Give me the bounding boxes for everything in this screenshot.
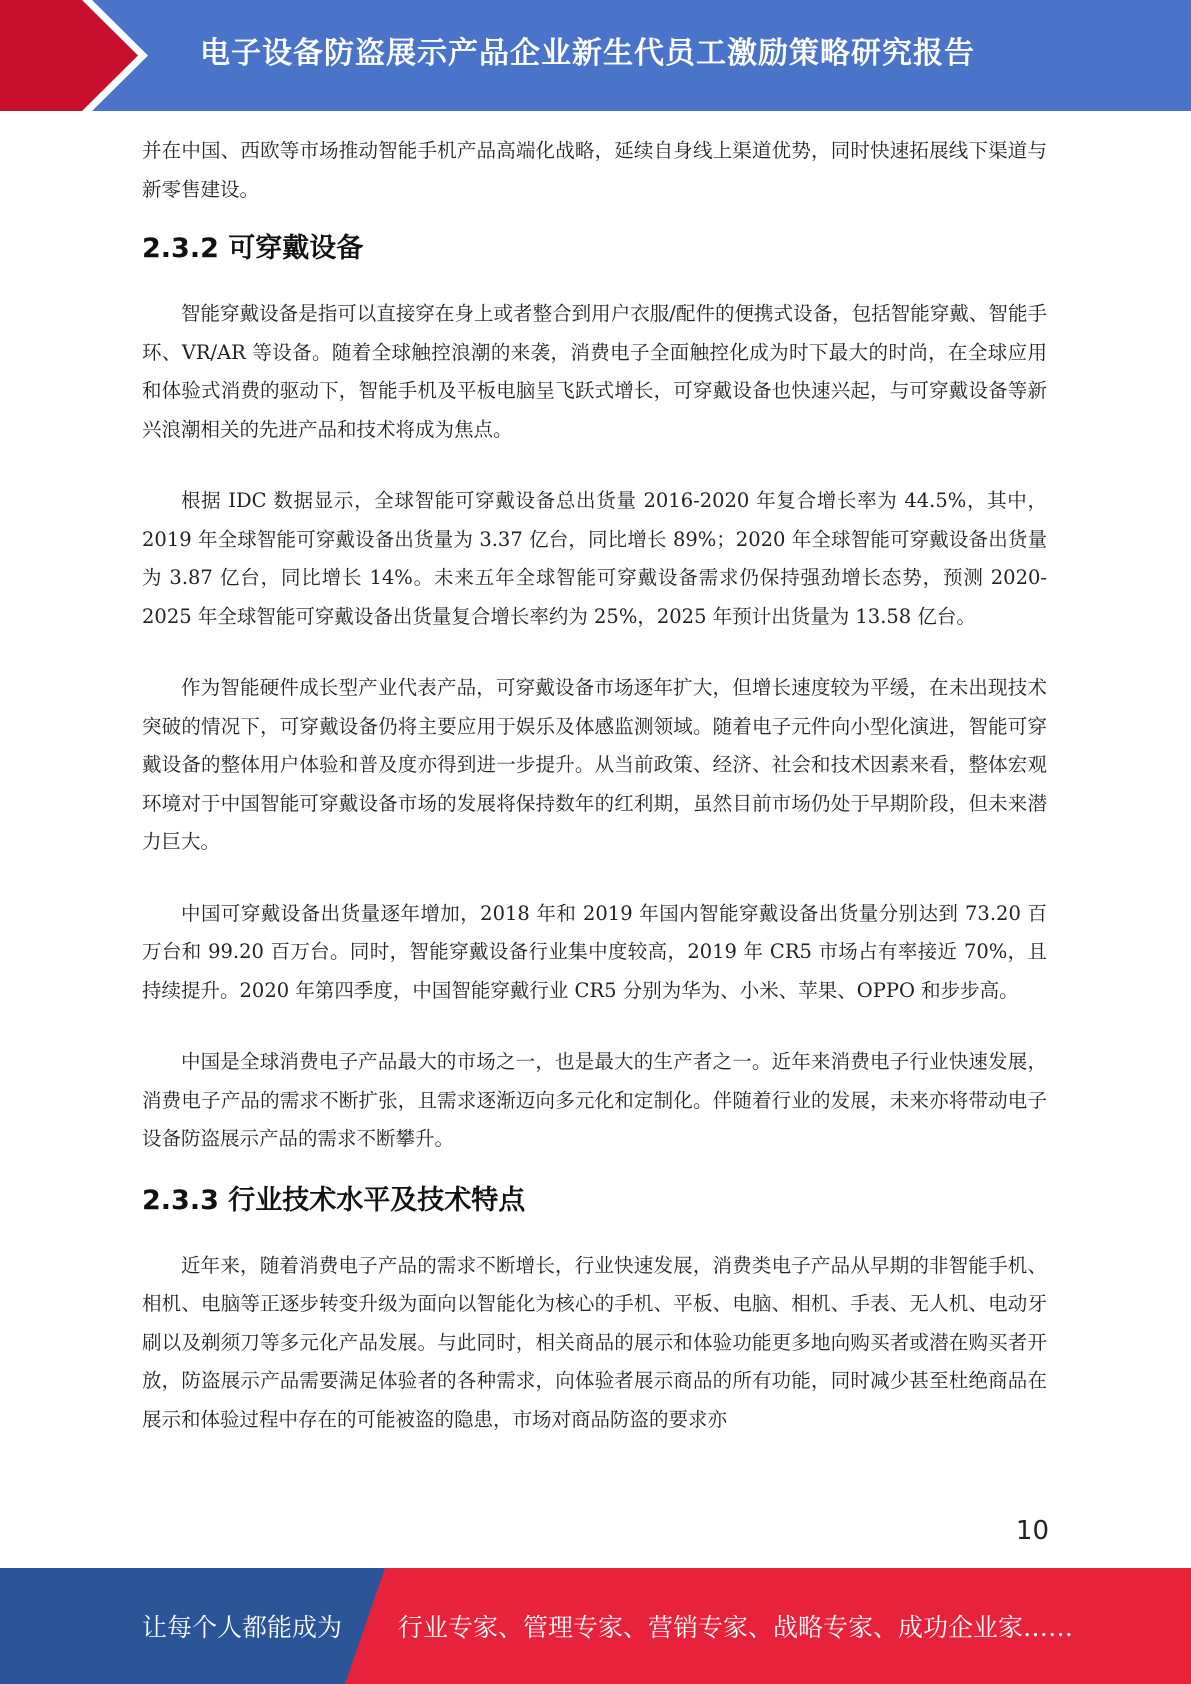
paragraph-market-growth: 作为智能硬件成长型产业代表产品，可穿戴设备市场逐年扩大，但增长速度较为平缓，在未出现技术突破的情况下，可穿戴设备仍将主要应用于娱乐及体感监测领域。随着电子元件向小型化演进，智能可穿戴设备的整体用户体验和普及度亦得到进一步提升。从当前政策、经济、社会和技术因素来看，整体宏观环境对于中国智能可穿戴设备市场的发展将保持数年的红利期，虽然目前市场仍处于早期阶段，但未来潜力巨大。 — [142, 676, 1047, 853]
section-heading-wearables: 2.3.2 可穿戴设备 — [142, 233, 364, 264]
paragraph-china-shipments: 中国可穿戴设备出货量逐年增加，2018 年和 2019 年国内智能穿戴设备出货量分别达到 73.20 百万台和 99.20 百万台。同时，智能穿戴设备行业集中度较高，2019 年 CR5 市场占有率接近 70%，且持续提升。2020 年第四季度，中国智能穿戴行业 CR5 分别为华为、小米、苹果、OPPO 和步步高。 — [142, 901, 1047, 1002]
paragraph-technology: 近年来，随着消费电子产品的需求不断增长，行业快速发展，消费类电子产品从早期的非智能手机、相机、电脑等正逐步转变升级为面向以智能化为核心的手机、平板、电脑、相机、手表、无人机、电动牙刷以及剃须刀等多元化产品发展。与此同时，相关商品的展示和体验功能更多地向购买者或潜在购买者开放，防盗展示产品需要满足体验者的各种需求，向体验者展示商品的所有功能，同时减少甚至杜绝商品在展示和体验过程中存在的可能被盗的隐患，市场对商品防盗的要求亦 — [142, 1253, 1047, 1431]
paragraph-wearables-definition: 智能穿戴设备是指可以直接穿在身上或者整合到用户衣服/配件的便携式设备，包括智能穿戴、智能手环、VR/AR 等设备。随着全球触控浪潮的来袭，消费电子全面触控化成为时下最大的时尚，在全球应用和体验式消费的驱动下，智能手机及平板电脑呈飞跃式增长，可穿戴设备也快速兴起，与可穿戴设备等新兴浪潮相关的先进产品和技术将成为焦点。 — [142, 302, 1047, 441]
header-title: 电子设备防盗展示产品企业新生代员工激励策略研究报告 — [200, 36, 975, 71]
document-body — [142, 132, 1047, 1439]
page-number: 10 — [1015, 1516, 1049, 1546]
paragraph-continuation: 并在中国、西欧等市场推动智能手机产品高端化战略，延续自身线上渠道优势，同时快速拓展线下渠道与新零售建设。 — [142, 139, 1047, 201]
page-header — [0, 0, 1191, 111]
paragraph-china-market: 中国是全球消费电子产品最大的市场之一，也是最大的生产者之一。近年来消费电子行业快速发展，消费电子产品的需求不断扩张，且需求逐渐迈向多元化和定制化。伴随着行业的发展，未来亦将带动电子设备防盗展示产品的需求不断攀升。 — [142, 1050, 1047, 1150]
footer-slogan-right: 行业专家、管理专家、营销专家、战略专家、成功企业家…… — [398, 1613, 1074, 1642]
header-arrow-decoration — [0, 0, 200, 111]
paragraph-idc-data: 根据 IDC 数据显示，全球智能可穿戴设备总出货量 2016-2020 年复合增长率为 44.5%，其中，2019 年全球智能可穿戴设备出货量为 3.37 亿台，同比增长 89%；2020 年全球智能可穿戴设备出货量为 3.87 亿台，同比增长 14%。未来五年全球智能可穿戴设备需求仍保持强劲增长态势，预测 2020-2025 年全球智能可穿戴设备出货量复合增长率约为 25%，2025 年预计出货量为 13.58 亿台。 — [142, 489, 1047, 628]
page-footer — [0, 1568, 1191, 1684]
section-heading-technology: 2.3.3 行业技术水平及技术特点 — [142, 1184, 526, 1216]
footer-slogan-left: 让每个人都能成为 — [142, 1613, 343, 1642]
